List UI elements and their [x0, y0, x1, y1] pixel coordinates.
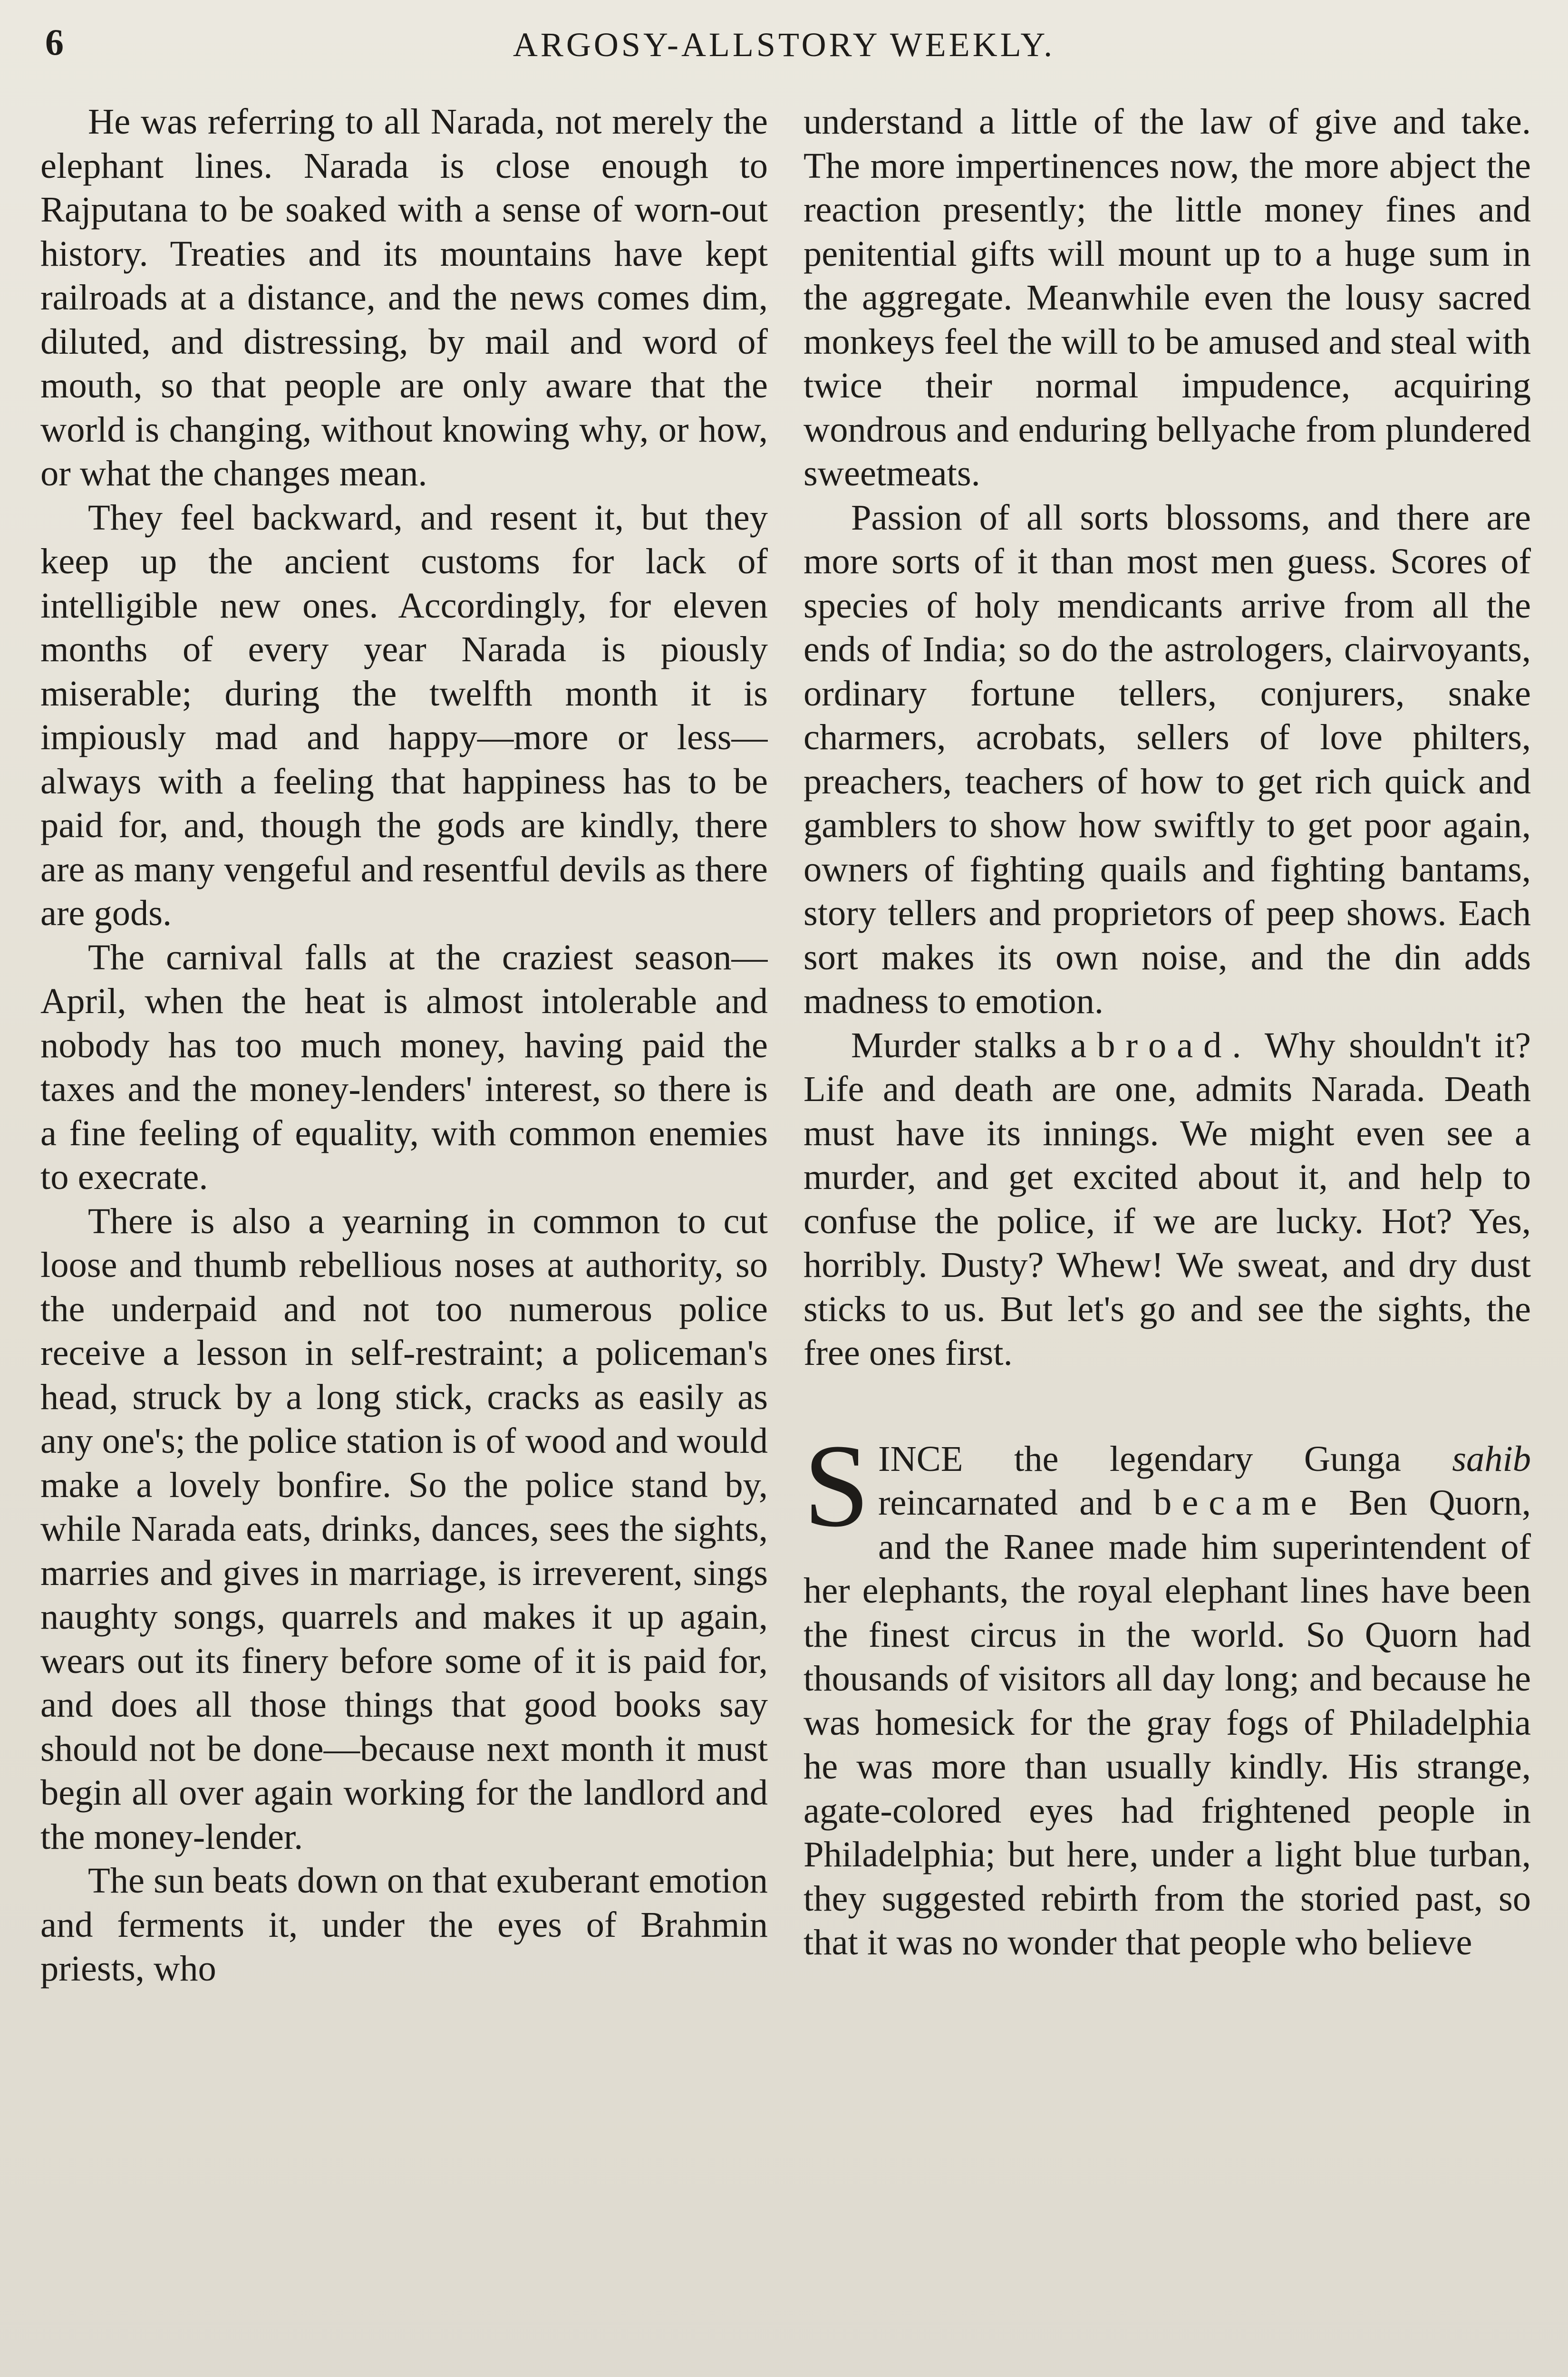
- drop-cap: S: [803, 1420, 870, 1552]
- paragraph: The carnival falls at the craziest season—April, when the heat is almost intolerable and nobody has too much money, having paid the taxes and the money-lenders' interest, so there is a fine feeling of equality, with common enemies to execrate.: [40, 937, 768, 1197]
- right-column: [803, 100, 1531, 2377]
- paragraph: The sun beats down on that exuberant emotion and ferments it, under the eyes of Brahmin priests, who: [40, 1860, 768, 1989]
- spaced-text: became: [1153, 1482, 1327, 1523]
- paragraph: understand a little of the law of give and take. The more impertinences now, the more abject the reaction presently; the little money fines and penitential gifts will mount up to a huge sum in the aggregate. Meanwhile even the lousy sacred monkeys feel the will to be amused and steal with twice their normal impudence, acquiring wondrous and enduring bellyache from plundered sweetmeats.: [803, 101, 1531, 493]
- page-header: [0, 19, 1568, 71]
- text-run: Murder stalks: [851, 1024, 1071, 1065]
- paragraph: Passion of all sorts blossoms, and there are more sorts of it than most men guess. Scores of species of holy mendicants arrive from all the ends of India; so do the astrologers, clairvoyants, ordinary fortune tellers, conjurers, snake charmers, acrobats, sellers of love philters, preachers, teachers of how to get rich quick and gamblers to show how swiftly to get poor again, owners of fighting quails and fighting bantams, story tellers and proprietors of peep shows. Each sort makes its own noise, and the din adds madness to emotion.: [803, 497, 1531, 1021]
- paragraph: [803, 1024, 1531, 1375]
- section-opening-paragraph: [803, 1420, 1531, 1965]
- section-break: [803, 1375, 1531, 1437]
- text-run: Why shouldn't it? Life and death are one, admits Narada. Death must have its innings. We might even see a murder, and get excited about it, and help to confuse the police, if we are lucky. Hot? Yes, horribly. Dusty? Whew! We sweat, and dry dust sticks to us. But let's go and see the sights, the free ones first.: [803, 1024, 1531, 1373]
- italic-text: sahib: [1452, 1438, 1531, 1479]
- left-column: [40, 100, 768, 2377]
- text-run: Ben Quorn, and the Ranee made him superintendent of her elephants, the royal elephant lines have been the finest circus in the world. So Quorn had thousands of visitors all day long; and because he was homesick for the gray fogs of Philadelphia he was more than usually kindly. His strange, agate-colored eyes had frightened people in Philadelphia; but here, under a light blue turban, they suggested rebirth from the storied past, so that it was no wonder that people who believe: [803, 1482, 1531, 1962]
- paragraph: They feel backward, and resent it, but they keep up the ancient customs for lack of intelligible new ones. Accordingly, for eleven months of every year Narada is piously miserable; during the twelfth month it is impiously mad and happy—more or less—always with a feeling that happiness has to be paid for, and, though the gods are kindly, there are as many vengeful and resentful devils as there are gods.: [40, 497, 768, 933]
- text-run: INCE the legendary Gunga: [878, 1438, 1452, 1479]
- paragraph: There is also a yearning in common to cut loose and thumb rebellious noses at authority, so the underpaid and not too numerous police receive a lesson in self-restraint; a policeman's head, struck by a long stick, cracks as easily as any one's; the police station is of wood and would make a lovely bonfire. So the police stand by, while Narada eats, drinks, dances, sees the sights, marries and gives in marriage, is irreverent, sings naughty songs, quarrels and makes it up again, wears out its finery before some of it is paid for, and does all those things that good books say should not be done—because next month it must begin all over again working for the landlord and the money-lender.: [40, 1200, 768, 1857]
- page-number: 6: [45, 21, 64, 63]
- running-head: ARGOSY-ALLSTORY WEEKLY.: [513, 26, 1055, 64]
- paragraph: He was referring to all Narada, not merely the elephant lines. Narada is close enough to Rajputana to be soaked with a sense of worn-out history. Treaties and its mountains have kept railroads at a distance, and the news comes dim, diluted, and distressing, by mail and word of mouth, so that people are only aware that the world is changing, without knowing why, or how, or what the changes mean.: [40, 101, 768, 493]
- spaced-text: abroad.: [1070, 1024, 1252, 1065]
- text-run: reincarnated and: [878, 1482, 1154, 1523]
